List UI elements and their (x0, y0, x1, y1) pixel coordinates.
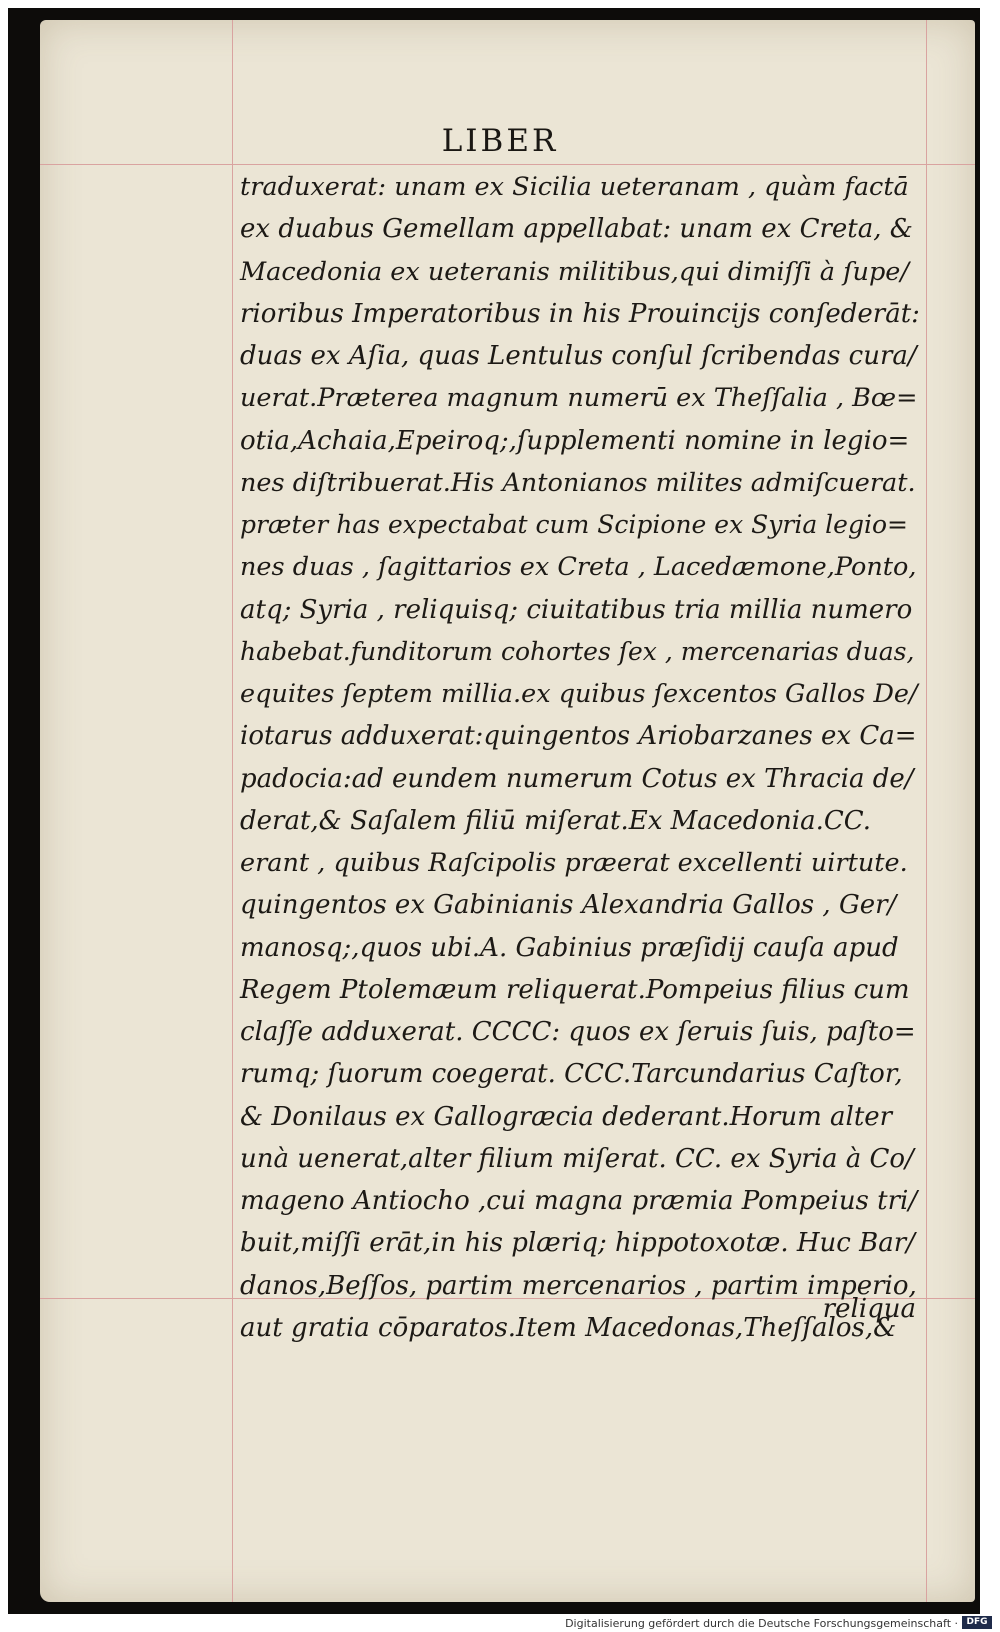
text-line: traduxerat: unam ex Sicilia ueteranam , quàm factā (240, 172, 909, 202)
text-line: derat,& Saſalem filiū miſerat.Ex Macedonia.CC. (240, 805, 871, 836)
text-line: Macedonia ex ueteranis militibus,qui dimiſſi à ſupe/ (240, 256, 909, 287)
text-line: Regem Ptolemæum reliquerat.Pompeius filius cum (240, 974, 910, 1005)
rule-line-right (926, 20, 927, 1602)
text-line: buit,miſſi erāt,in his plæriq; hippotoxotæ. Huc Bar/ (240, 1228, 915, 1259)
rule-line-left (232, 20, 233, 1602)
footer-credit: Digitalisierung gefördert durch die Deutsche Forschungsgemeinschaft · (565, 1617, 958, 1630)
text-line: præter has expectabat cum Scipione ex Syria legio= (240, 510, 908, 539)
text-line: erant , quibus Raſcipolis præerat excellenti uirtute. (240, 848, 908, 878)
text-line: quingentos ex Gabinianis Alexandria Gallos , Ger/ (240, 890, 897, 921)
text-line: iotarus adduxerat:quingentos Ariobarzanes ex Ca= (240, 721, 917, 752)
text-block (240, 166, 920, 1349)
running-head: LIBER (441, 123, 559, 159)
dfg-logo: DFG (962, 1616, 992, 1629)
text-line: unà uenerat,alter filium miſerat. CC. ex Syria à Co/ (240, 1143, 914, 1174)
text-line: manosq;,quos ubi.A. Gabinius præſidij cauſa apud (240, 932, 899, 963)
text-line: padocia:ad eundem numerum Cotus ex Thracia de/ (240, 763, 914, 794)
text-line: otia,Achaia,Epeiroq;,ſupplementi nomine in legio= (240, 425, 910, 456)
text-line: & Donilaus ex Gallogræcia dederant.Horum alter (240, 1101, 893, 1132)
text-line: ex duabus Gemellam appellabat: unam ex Creta, & (240, 214, 913, 245)
catchword: reliqua (822, 1294, 916, 1324)
text-line: mageno Antiocho ,cui magna præmia Pompeius tri/ (240, 1186, 918, 1216)
text-line: equites ſeptem millia.ex quibus ſexcentos Gallos De/ (240, 679, 918, 709)
text-line: danos,Beſſos, partim mercenarios , partim imperio, (240, 1270, 917, 1301)
text-line: aut gratia cōparatos.Item Macedonas,Theſſalos,& (240, 1312, 897, 1343)
rule-line-top (40, 164, 975, 165)
text-line: rioribus Imperatoribus in his Prouincijs conſederāt: (240, 298, 920, 329)
text-line: nes duas , ſagittarios ex Creta , Lacedæmone,Ponto, (240, 552, 917, 583)
text-line: claſſe adduxerat. CCCC: quos ex ſeruis ſuis, paſto= (240, 1017, 916, 1047)
text-line: nes diſtribuerat.His Antonianos milites admiſcuerat. (240, 467, 916, 498)
text-line: habebat.funditorum cohortes ſex , mercenarias duas, (240, 636, 915, 666)
text-line: atq; Syria , reliquisq; ciuitatibus tria millia numero (240, 594, 913, 625)
text-line: rumq; ſuorum coegerat. CCC.Tarcundarius Caſtor, (240, 1059, 903, 1090)
text-line: duas ex Aſia, quas Lentulus conſul ſcribendas cura/ (240, 341, 917, 371)
text-line: uerat.Præterea magnum numerū ex Theſſalia , Bœ= (240, 383, 918, 414)
